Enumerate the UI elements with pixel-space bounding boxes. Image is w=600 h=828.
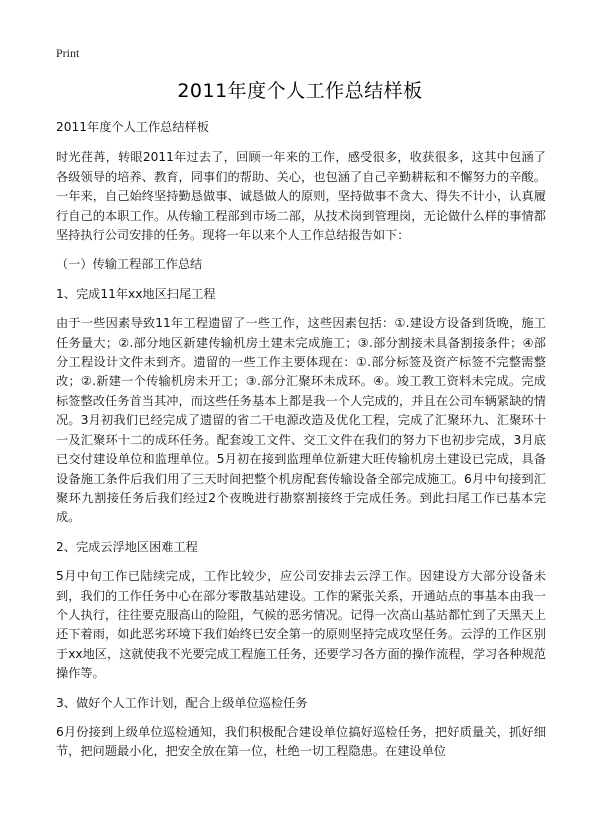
item-heading-2: 2、完成云浮地区困难工程 bbox=[56, 539, 198, 554]
item-heading-3: 3、做好个人工作计划，配合上级单位巡检任务 bbox=[56, 695, 308, 710]
document-subtitle: 2011年度个人工作总结样板 bbox=[56, 120, 209, 134]
document-body bbox=[56, 118, 546, 772]
item-heading-1: 1、完成11年xx地区扫尾工程 bbox=[56, 286, 216, 301]
item-paragraph-3: 6月份接到上级单位巡检通知，我们积极配合建设单位搞好巡检任务，把好质量关，抓好细节，把问题最小化，把安全放在第一位，杜绝一切工程隐患。在建设单位 bbox=[56, 724, 546, 759]
print-link[interactable]: Print bbox=[56, 46, 80, 60]
section-heading: （一）传输工程部工作总结 bbox=[56, 257, 203, 272]
intro-paragraph: 时光荏苒，转眼2011年过去了，回顾一年来的工作，感受很多，收获很多，这其中包涵了各级领导的培养、教育，同事们的帮助、关心，也包涵了自己辛勤耕耘和不懈努力的辛酸。一年来，自己始终坚持勤恳做事、诚恳做人的原则，坚持做事不贪大、得失不计小，认真履行自己的本职工作。从传输工程部到市场二部，从技术岗到管理岗，无论做什么样的事情都坚持执行公司安排的任务。现将一年以来个人工作总结报告如下： bbox=[56, 150, 546, 243]
document-title: 2011年度个人工作总结样板 bbox=[177, 80, 423, 102]
item-paragraph-1: 由于一些因素导致11年工程遗留了一些工作，这些因素包括：①.建设方设备到货晚，施工任务量大；②.部分地区新建传输机房土建未完成施工；③.部分割接未具备割接条件；④部分工程设计文件未到齐。遗留的一些工作主要体现在：①.部分标签及资产标签不完整需整改；②.新建一个传输机房未开工；③.部分汇聚环未成环。④。竣工教工资料未完成。完成标签整改任务首当其冲，而这些任务基本上都是我一个人完成的，并且在公司车辆紧缺的情况。3月初我们已经完成了遗留的省二干电源改造及优化工程，完成了汇聚环九、汇聚环十一及汇聚环十二的成环任务。配套竣工文件、交工文件在我们的努力下也初步完成，3月底已交付建设单位和监理单位。5月初在接到监理单位新建大旺传输机房土建设已完成，具备设备施工条件后我们用了三天时间把整个机房配套传输设备全部完成施工。6月中旬接到汇聚环九割接任务后我们经过2个夜晚进行勘察割接终于完成任务。到此扫尾工作已基本完成。 bbox=[56, 316, 546, 525]
item-paragraph-2: 5月中旬工作已陆续完成，工作比较少，应公司安排去云浮工作。因建设方大部分设备未到，我们的工作任务中心在部分零散基站建设。工作的紧张关系，开通站点的事基本由我一个人执行，往往要克服高山的险阻，气候的恶劣情况。记得一次高山基站都忙到了天黑天上还下着雨，如此恶劣环境下我们始终已安全第一的原则坚持完成攻坚任务。云浮的工作区别于xx地区，这就使我不光要完成工程施工任务，还要学习各方面的操作流程，学习各种规范操作等。 bbox=[56, 569, 546, 681]
